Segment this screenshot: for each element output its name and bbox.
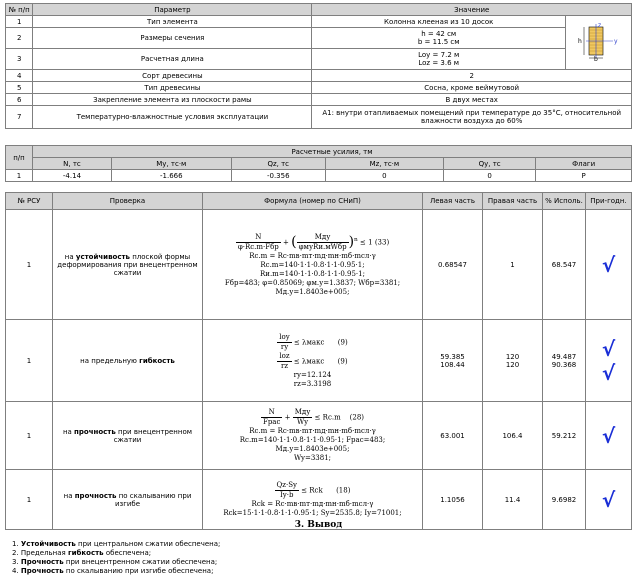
formula-line: Rи.m=140·1·1·0.8·1·1·0.95·1;: [260, 269, 365, 278]
col-flags-header: Флаги: [536, 158, 632, 170]
formula-line: Rc.m=140·1·1·0.8·1·1·0.95·1; Fрас=483; Mд.у=1.8403e+005;: [239, 436, 386, 453]
utilization-value: 59.212: [543, 402, 586, 470]
right-value: 1: [483, 210, 543, 320]
params-table: [5, 3, 632, 129]
rsu-number: 1: [6, 320, 53, 402]
check-mark-icon: √: [601, 360, 616, 385]
checks-header-row: [6, 193, 632, 210]
param-value: Колонна клееная из 10 досок: [312, 16, 566, 28]
check-description: [53, 320, 203, 402]
list-item: 4. Прочность по скалыванию при изгибе обеспечена;: [12, 567, 214, 575]
rsu-number: 1: [6, 210, 53, 320]
table-row: [6, 320, 632, 402]
formula-main: $\frac{N}{\text{Fрас}}$ + $\frac{\text{Mду}}{Wy}$ ≤ Rc.m (28): [262, 408, 365, 426]
value-my: -1.666: [111, 170, 231, 182]
formula-line: Rck=15·1·1·0.8·1·1·0.95·1; Sy=2535.8; Iy=71001;: [223, 509, 402, 517]
label-h: h: [577, 37, 582, 45]
formula-line: Fбр=483; φ=0.85069; φм.у=1.3837; Wбр=3381;: [224, 278, 401, 287]
col-my-header: My, тс·м: [111, 158, 231, 170]
table-row: [6, 49, 632, 70]
row-num: 5: [6, 82, 33, 94]
formula-line: Rc.m = Rc·mв·mт·mд·mн·mб·mсл·γ: [249, 427, 376, 435]
param-value: 2: [312, 70, 632, 82]
param-value: В двух местах: [312, 94, 632, 106]
check-mark-icon: √: [601, 336, 616, 361]
check-post: по скалыванию при изгибе: [114, 491, 192, 508]
param-value: [312, 49, 566, 70]
formula-line: Mд.у=1.8403e+005;: [275, 287, 350, 296]
value-line: Loy = 7.2 м: [418, 51, 460, 59]
fraction: $\frac{\text{Mду}}{\text{φмуRи.мWбр}}$: [298, 232, 347, 251]
row-num: 7: [6, 106, 33, 129]
fraction: $\frac{N}{\text{Fрас}}$: [262, 408, 281, 426]
table-row: [6, 106, 632, 129]
forces-table: [5, 145, 632, 182]
fraction: $\frac{Qz\cdot Sy}{Iy\cdot b}$: [276, 481, 297, 499]
left-value: 63.001: [423, 402, 483, 470]
check-description: [53, 402, 203, 470]
col-fit-header: При-годн.: [586, 193, 632, 210]
param-name: Закрепление элемента из плоскости рамы: [33, 94, 312, 106]
value-line: Loz = 3.6 м: [418, 59, 460, 67]
check-pre: на: [63, 491, 75, 500]
section-thumbnail-cell: [566, 16, 632, 70]
formula-line: Rc.m=140·1·1·0.8·1·1·0.95·1;: [260, 260, 365, 269]
param-name: Сорт древесины: [33, 70, 312, 82]
utilization-value: 68.547: [543, 210, 586, 320]
row-num: 6: [6, 94, 33, 106]
value-line: b = 11.5 см: [417, 38, 460, 46]
table-row: [6, 94, 632, 106]
check-description: [53, 210, 203, 320]
formula-cell: [203, 320, 423, 402]
fraction: $\frac{\text{loz}}{rz}$: [279, 351, 290, 370]
check-keyword: прочность: [74, 427, 116, 436]
value-line: h = 42 см: [421, 30, 457, 38]
row-num: 2: [6, 28, 33, 49]
param-name: Тип элемента: [33, 16, 312, 28]
col-num-header: № п/п: [6, 4, 33, 16]
fit-cell: [586, 210, 632, 320]
formula-line: Rck = Rc·mв·mт·mд·mн·mб·mсл·γ: [251, 500, 374, 508]
value-qz: -0.356: [231, 170, 325, 182]
right-value: 120 120: [483, 320, 543, 402]
param-name: Расчетная длина: [33, 49, 312, 70]
left-value: 1.1056: [423, 470, 483, 530]
col-qy-header: Qy, тс: [443, 158, 535, 170]
table-row: [6, 70, 632, 82]
list-item: 2. Предельная гибкость обеспечена;: [12, 549, 152, 557]
conclusion-title: 3. Вывод: [294, 520, 343, 530]
forces-group-header-row: [6, 146, 632, 158]
fit-cell: [586, 320, 632, 402]
table-row: [6, 82, 632, 94]
check-pre: на предельную: [80, 356, 140, 365]
fraction: $\frac{N}{\text{φ·Rc.m·Fбр}}$: [237, 232, 279, 251]
check-keyword: устойчивость: [75, 252, 130, 261]
col-qz-header: Qz, тс: [231, 158, 325, 170]
param-value: [312, 28, 566, 49]
fraction: $\frac{\text{Mду}}{Wy}$: [294, 408, 311, 426]
table-row: [6, 210, 632, 320]
formula-line: Wy=3381;: [293, 454, 332, 462]
check-mark-icon: √: [601, 487, 616, 512]
check-pre: на: [64, 252, 76, 261]
formula-line: ry=12.124: [293, 370, 332, 379]
col-right-header: Правая часть: [483, 193, 543, 210]
col-rsu-header: № РСУ: [6, 193, 53, 210]
table-row: [6, 170, 632, 182]
left-value: 0.68547: [423, 210, 483, 320]
col-formula-header: Формула (номер по СНиП): [203, 193, 423, 210]
label-b: b: [593, 55, 598, 61]
formula-main: $\frac{N}{\text{φ·Rc.m·Fбр}}$ + ( $\frac{\text{Mду}}{\text{φмуRи.мWбр}}$ )$^n$ ≤ 1 (33): [237, 232, 390, 251]
utilization-value: 49.487 90.368: [543, 320, 586, 402]
param-name: Размеры сечения: [33, 28, 312, 49]
param-value: А1: внутри отапливаемых помещений при температуре до 35°C, относительной влажности воздуха до 60%: [312, 106, 632, 129]
formula-main: $\frac{\text{loz}}{rz}$ ≤ λмакс (9): [279, 351, 348, 370]
param-name: Тип древесины: [33, 82, 312, 94]
check-mark-icon: √: [601, 423, 616, 448]
conclusion-list: [12, 540, 220, 576]
col-n-header: N, тс: [33, 158, 112, 170]
table-row: [6, 28, 632, 49]
check-keyword: прочность: [74, 491, 117, 500]
forces-group-header: Расчетные усилия, тм: [33, 146, 632, 158]
right-value: 106.4: [483, 402, 543, 470]
formula-line: rz=3.3198: [293, 379, 332, 388]
checks-table: [5, 192, 632, 530]
check-post: плоской формы деформирования при внецентренном сжатии: [57, 252, 198, 277]
formula-main: $\frac{\text{loy}}{ry}$ ≤ λмакс (9): [279, 332, 348, 351]
forces-num-header: п/п: [6, 146, 33, 170]
rsu-number: 1: [6, 402, 53, 470]
col-left-header: Левая часть: [423, 193, 483, 210]
row-num: 3: [6, 49, 33, 70]
formula-cell: [203, 210, 423, 320]
list-item: 1. Устойчивость при центральном сжатии обеспечена;: [12, 540, 221, 548]
col-mz-header: Mz, тс·м: [325, 158, 443, 170]
check-mark-icon: √: [601, 252, 616, 277]
table-row: [6, 16, 632, 28]
param-name: Температурно-влажностные условия эксплуатации: [33, 106, 312, 129]
params-header-row: [6, 4, 632, 16]
col-check-header: Проверка: [53, 193, 203, 210]
check-post: при внецентренном сжатии: [113, 427, 193, 444]
table-row: [6, 402, 632, 470]
value-qy: 0: [443, 170, 535, 182]
col-value-header: Значение: [312, 4, 632, 16]
section-diagram: [573, 23, 625, 59]
row-num: 1: [6, 16, 33, 28]
value-mz: 0: [325, 170, 443, 182]
value-n: -4.14: [33, 170, 112, 182]
formula-line: Rc.m = Rc·mв·mт·mд·mн·mб·mсл·γ: [249, 251, 376, 260]
param-value: Сосна, кроме веймутовой: [312, 82, 632, 94]
value-flags: P: [536, 170, 632, 182]
rsu-number: 1: [6, 470, 53, 530]
col-param-header: Параметр: [33, 4, 312, 16]
fit-cell: [586, 402, 632, 470]
check-keyword: гибкость: [139, 356, 175, 365]
row-num: 4: [6, 70, 33, 82]
fraction: $\frac{\text{loy}}{ry}$: [279, 332, 290, 351]
right-value: 11.4: [483, 470, 543, 530]
formula-main: $\frac{Qz\cdot Sy}{Iy\cdot b}$ ≤ Rck (18): [276, 481, 351, 499]
formula-cell: [203, 402, 423, 470]
row-num: 1: [6, 170, 33, 182]
check-pre: на: [62, 427, 75, 436]
col-util-header: % Исполь.: [543, 193, 586, 210]
list-item: 3. Прочность при внецентренном сжатии обеспечена;: [12, 558, 218, 566]
forces-header-row: [6, 158, 632, 170]
section-diagram-svg: [573, 23, 625, 61]
left-value: 59.385 108.44: [423, 320, 483, 402]
label-z: z: [597, 22, 601, 29]
utilization-value: 9.6982: [543, 470, 586, 530]
label-y: y: [613, 37, 618, 45]
